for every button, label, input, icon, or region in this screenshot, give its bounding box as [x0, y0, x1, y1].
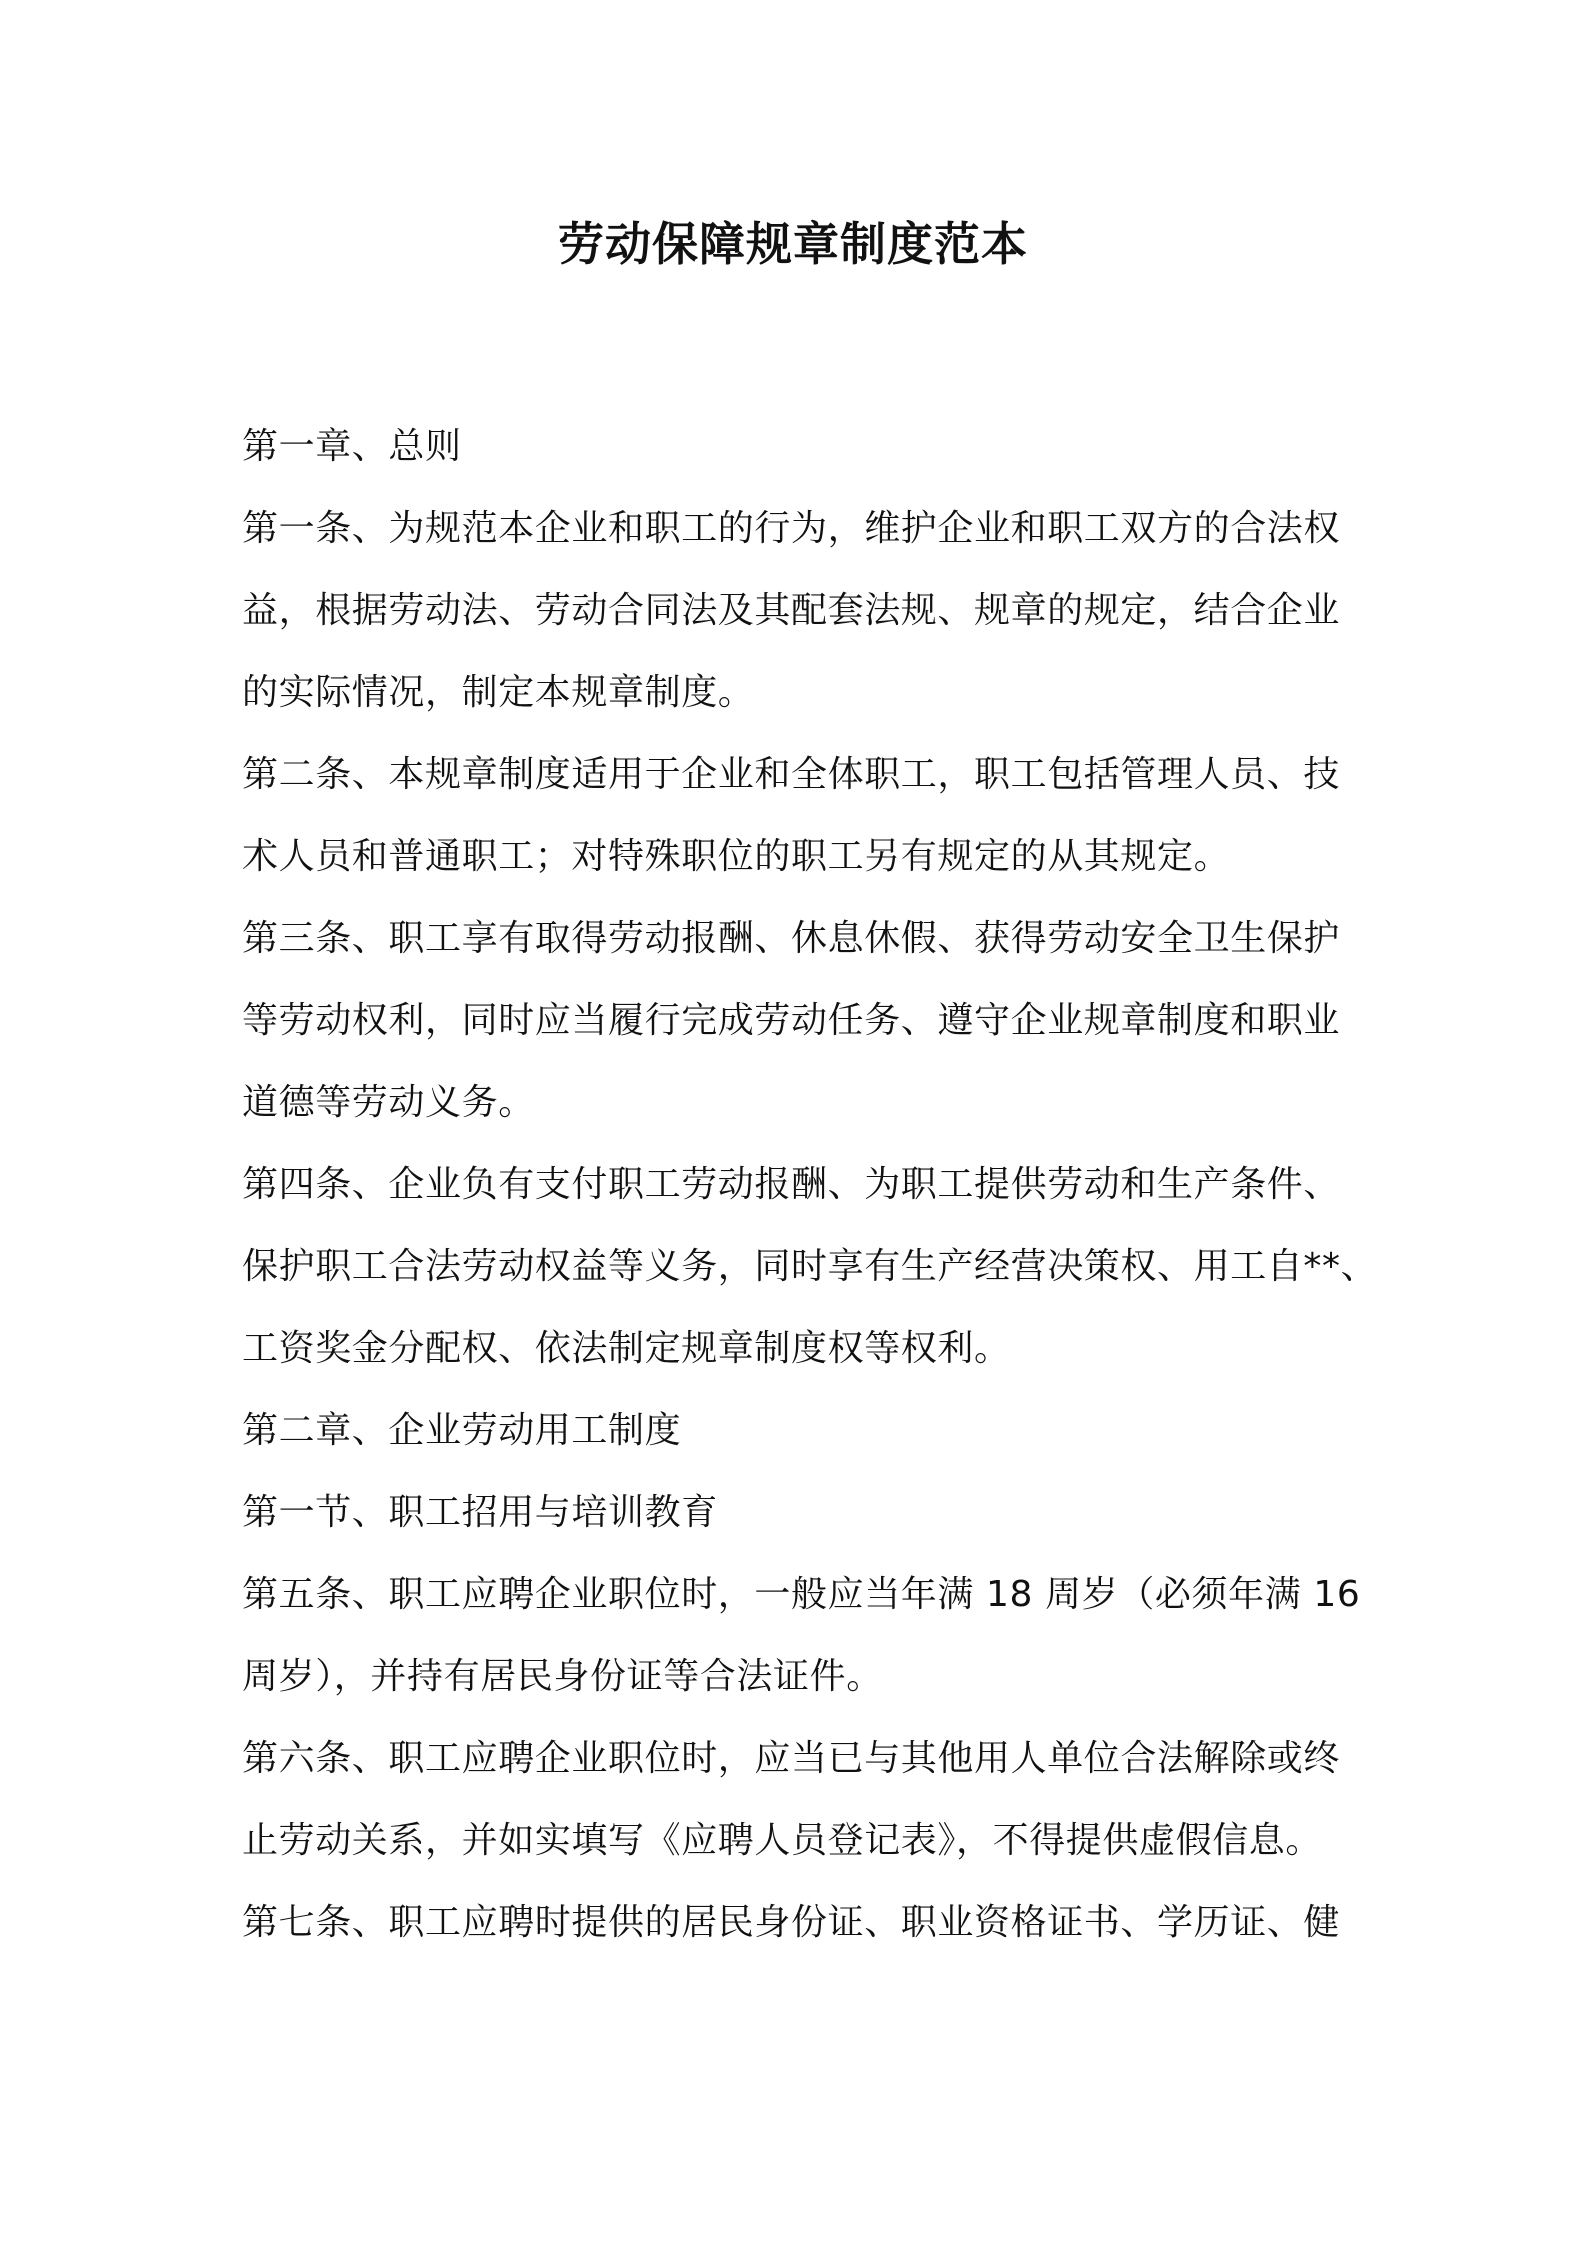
- text-line: 第六条、职工应聘企业职位时，应当已与其他用人单位合法解除或终: [242, 1738, 1341, 1779]
- text-line: 工资奖金分配权、依法制定规章制度权等权利。: [242, 1328, 1011, 1369]
- text-line: 的实际情况，制定本规章制度。: [242, 672, 755, 713]
- chapter-heading: 第二章、企业劳动用工制度: [242, 1410, 682, 1451]
- document-title: 劳动保障规章制度范本: [558, 217, 1028, 271]
- text-line: 第一条、为规范本企业和职工的行为，维护企业和职工双方的合法权: [242, 508, 1341, 549]
- text-line: 第七条、职工应聘时提供的居民身份证、职业资格证书、学历证、健: [242, 1902, 1341, 1943]
- chapter-heading: 第一章、总则: [242, 426, 462, 467]
- text-line: 止劳动关系，并如实填写《应聘人员登记表》，不得提供虚假信息。: [242, 1820, 1323, 1861]
- text-line: 等劳动权利，同时应当履行完成劳动任务、遵守企业规章制度和职业: [242, 1000, 1341, 1041]
- document-body: [242, 406, 1378, 1964]
- text-line: 第五条、职工应聘企业职位时，一般应当年满 18 周岁（必须年满 16: [242, 1574, 1361, 1615]
- text-line: 周岁），并持有居民身份证等合法证件。: [242, 1656, 883, 1697]
- section-heading: 第一节、职工招用与培训教育: [242, 1492, 718, 1533]
- text-line: 道德等劳动义务。: [242, 1082, 535, 1123]
- text-line: 第三条、职工享有取得劳动报酬、休息休假、获得劳动安全卫生保护: [242, 918, 1341, 959]
- text-line: 第四条、企业负有支付职工劳动报酬、为职工提供劳动和生产条件、: [242, 1164, 1341, 1205]
- text-line: 术人员和普通职工；对特殊职位的职工另有规定的从其规定。: [242, 836, 1231, 877]
- text-line: 保护职工合法劳动权益等义务，同时享有生产经营决策权、用工自**、: [242, 1246, 1378, 1287]
- text-line: 益，根据劳动法、劳动合同法及其配套法规、规章的规定，结合企业: [242, 590, 1341, 631]
- text-line: 第二条、本规章制度适用于企业和全体职工，职工包括管理人员、技: [242, 754, 1341, 795]
